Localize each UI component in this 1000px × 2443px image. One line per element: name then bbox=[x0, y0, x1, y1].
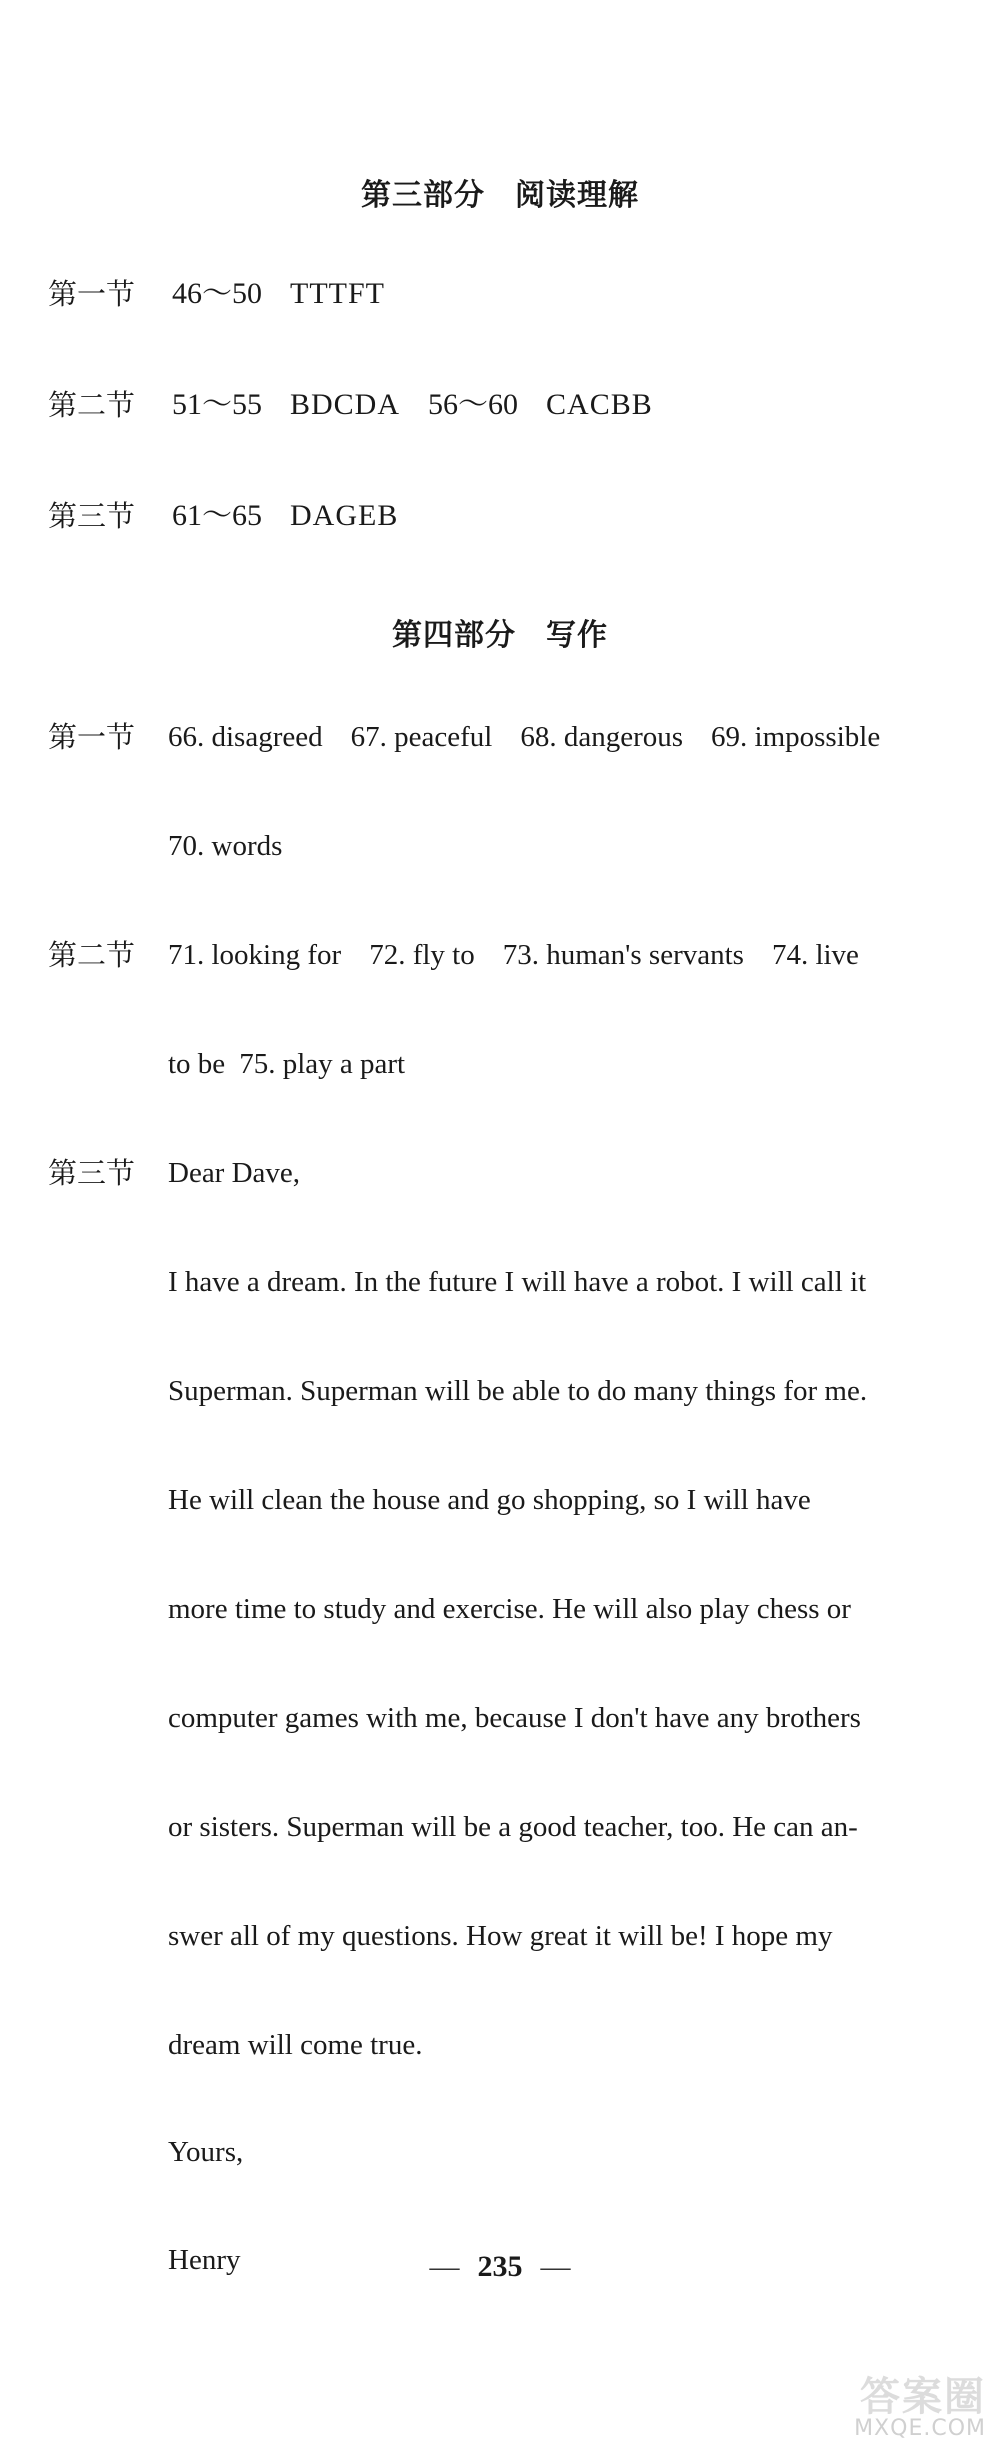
part4-section2-line2 bbox=[168, 1044, 405, 1084]
part3-section2-label: 第二节 bbox=[48, 388, 136, 422]
answer-item: to be bbox=[168, 1048, 226, 1080]
part3-heading bbox=[0, 170, 1000, 214]
answer-letters: BDCDA bbox=[290, 388, 401, 421]
answer-item: 74. live bbox=[771, 939, 859, 971]
part4-section3-label: 第三节 bbox=[48, 1156, 136, 1190]
answer-letters: TTTFT bbox=[290, 277, 385, 310]
answer-range: 51～55 bbox=[172, 388, 262, 421]
watermark-logo bbox=[832, 2365, 992, 2443]
part4-section1-line2 bbox=[168, 826, 282, 866]
letter-line: computer games with me, because I don't have any brothers bbox=[168, 1702, 861, 1734]
answer-letters: CACBB bbox=[546, 388, 653, 421]
part4-heading bbox=[0, 610, 1000, 654]
answer-item: 73. human's servants bbox=[502, 939, 744, 971]
answer-letters: DAGEB bbox=[290, 499, 399, 532]
letter-signature: Henry bbox=[168, 2244, 241, 2276]
answer-item: 66. disagreed bbox=[168, 721, 323, 753]
watermark-url: MXQE.COM bbox=[854, 2416, 986, 2441]
part3-section1-answers bbox=[172, 274, 413, 314]
letter-line: I have a dream. In the future I will have a robot. I will call it bbox=[168, 1266, 867, 1298]
part4-section1-label: 第一节 bbox=[48, 720, 136, 754]
part3-section3-label: 第三节 bbox=[48, 499, 136, 533]
answer-item: 70. words bbox=[168, 830, 283, 862]
part4-section1-line1 bbox=[168, 717, 880, 757]
letter-line: He will clean the house and go shopping, so I will have bbox=[168, 1484, 811, 1516]
answer-item: 72. fly to bbox=[369, 939, 475, 971]
letter-line: dream will come true. bbox=[168, 2029, 423, 2061]
page-number-value: 235 bbox=[477, 2250, 523, 2283]
page-number-dash-right-icon: — bbox=[540, 2250, 571, 2283]
part3-heading-title: 阅读理解 bbox=[515, 178, 639, 213]
answer-item: 68. dangerous bbox=[520, 721, 684, 753]
answer-item: 69. impossible bbox=[711, 721, 881, 753]
part3-section1-label: 第一节 bbox=[48, 277, 136, 311]
part3-section2-answers bbox=[172, 385, 681, 425]
part4-section2-line1 bbox=[168, 935, 859, 975]
letter-closing: Yours, bbox=[168, 2136, 244, 2168]
part4-heading-title: 写作 bbox=[546, 618, 608, 653]
part4-section2-label: 第二节 bbox=[48, 938, 136, 972]
watermark-logo-text: 答案圈 bbox=[860, 2374, 986, 2420]
page-number bbox=[0, 2250, 1000, 2284]
answer-item: 71. looking for bbox=[168, 939, 342, 971]
letter-line: more time to study and exercise. He will also play chess or bbox=[168, 1593, 851, 1625]
letter-line: or sisters. Superman will be a good teacher, too. He can an- bbox=[168, 1811, 858, 1843]
answer-item: 75. play a part bbox=[239, 1048, 406, 1080]
answer-range: 61～65 bbox=[172, 499, 262, 532]
letter-line: swer all of my questions. How great it will be! I hope my bbox=[168, 1920, 833, 1952]
part3-heading-number: 第三部分 bbox=[361, 178, 485, 213]
answer-range: 46～50 bbox=[172, 277, 262, 310]
part4-heading-number: 第四部分 bbox=[392, 618, 516, 653]
page-number-dash-left-icon: — bbox=[429, 2250, 460, 2283]
part3-section3-answers bbox=[172, 496, 426, 536]
answer-item: 67. peaceful bbox=[350, 721, 493, 753]
answer-range: 56～60 bbox=[428, 388, 519, 421]
letter-greeting: Dear Dave, bbox=[168, 1157, 301, 1189]
letter-line: Superman. Superman will be able to do many things for me. bbox=[168, 1375, 868, 1407]
